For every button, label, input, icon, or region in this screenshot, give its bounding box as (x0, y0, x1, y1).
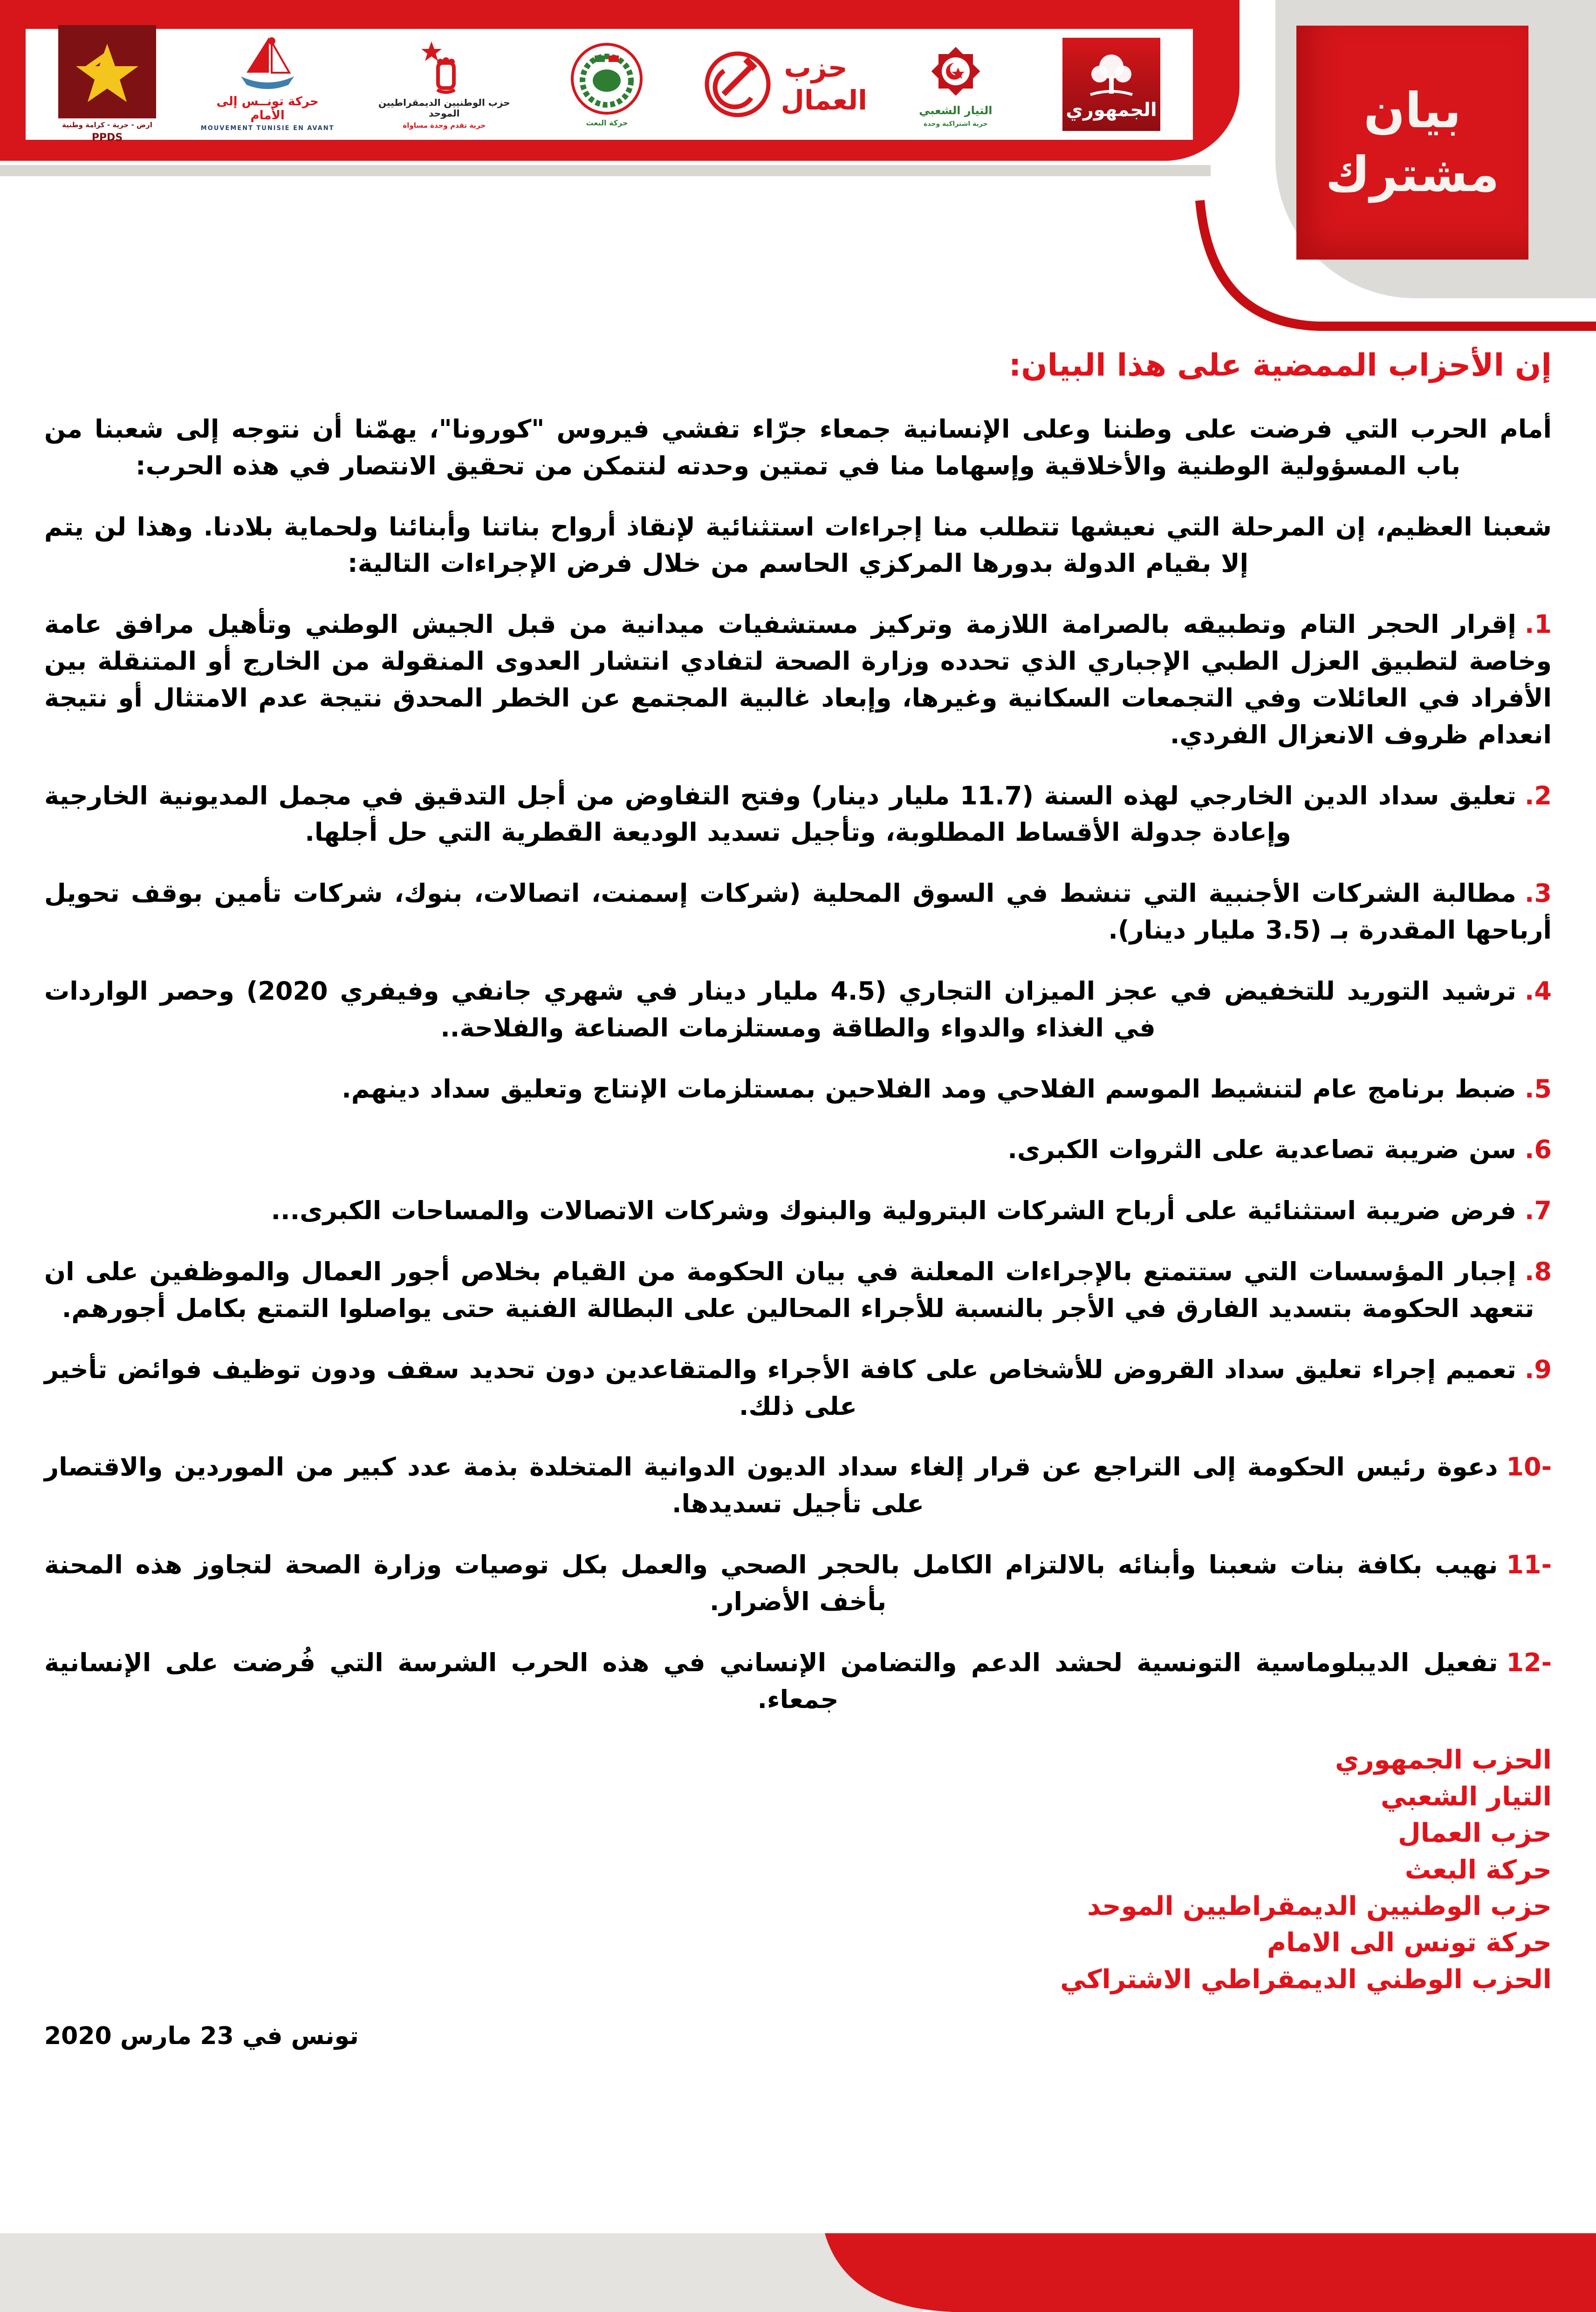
numbered-item (44, 1645, 1552, 1718)
item-number: -11 (1506, 1550, 1552, 1580)
joumhouri-tree-icon (1062, 38, 1160, 131)
signatory-party: حركة تونس الى الامام (1267, 1928, 1552, 1958)
header-band-shadow (0, 165, 1211, 176)
item-text: تفعيل الديبلوماسية التونسية لحشد الدعم والتضامن الإنساني في هذه الحرب الشرسة التي فُرضت على الإنسانية جمعاء. (44, 1647, 1498, 1714)
numbered-item (44, 1071, 1552, 1108)
item-text: مطالبة الشركات الأجنبية التي تنشط في السوق المحلية (شركات إسمنت، اتصالات، بنوك، شركات تأمين بوقف تحويل أرباحها المقدرة بـ (3.5 مليار دينار). (44, 878, 1552, 945)
statement-body (44, 347, 1552, 2050)
logo-unified-democratic-patriots (374, 39, 514, 130)
intro-paragraph: شعبنا العظيم، إن المرحلة التي نعيشها تتطلب منا إجراءات استثنائية لإنقاذ أرواح بناتنا وأبنائنا ولحماية بلادنا. وهذا لن يتم إلا بقيام الدولة بدورها المركزي الحاسم من خلال فرض الإجراءات التالية: (44, 512, 1552, 578)
numbered-item (44, 1193, 1552, 1229)
tunisia-forward-sub: MOUVEMENT TUNISIE EN AVANT (200, 125, 335, 132)
item-text: ترشيد التوريد للتخفيض في عجز الميزان التجاري (4.5 مليار دينار في شهري جانفي وفيفري 2020) وحصر الواردات في الغذاء والدواء والطاقة ومستلزمات الصناعة والفلاحة.. (44, 976, 1516, 1043)
item-number: 7. (1524, 1196, 1552, 1226)
item-text: دعوة رئيس الحكومة إلى التراجع عن قرار إلغاء سداد الديون الدوانية المتخلدة بذمة عدد كبير من الموردين والاقتصار على تأجيل تسديدها. (44, 1452, 1498, 1519)
raised-fist-icon (418, 39, 470, 95)
popular-current-star-icon (925, 41, 986, 102)
signatory-party: حركة البعث (1404, 1854, 1552, 1885)
item-text: إقرار الحجر التام وتطبيقه بالصرامة اللازمة وتركيز مستشفيات ميدانية من قبل الجيش الوطني وتأهيل مرافق عامة وخاصة لتطبيق العزل الطبي الإجباري الذي تحدده وزارة الصحة لتفادي انتشار العدوى المنقولة من الخارج أو المتنقلة بين الأفراد في العائلات وفي التجمعات السكانية وغيرها، وإبعاد غالبية المجتمع عن الخطر المحدق نتيجة عدم الامتثال أو نتيجة انعدام ظروف الانعزال الفردي. (44, 610, 1552, 749)
popular-current-label: التيار الشعبي (919, 104, 993, 117)
numbered-item (44, 1132, 1552, 1168)
numbered-item (44, 1449, 1552, 1523)
item-text: تعميم إجراء تعليق سداد القروض للأشخاص على كافة الأجراء والمتقاعدين دون تحديد سقف ودون توظيف فوائض تأخير على ذلك. (44, 1354, 1516, 1421)
tunisia-forward-label: حركة تونــس إلى الأمام (216, 94, 319, 123)
item-number: 6. (1524, 1135, 1552, 1165)
item-text: نهيب بكافة بنات شعبنا وأبنائه بالالتزام الكامل بالحجر الصحي والعمل بكل توصيات وزارة الصحة لتجاوز هذه المحنة بأخف الأضرار. (44, 1550, 1498, 1616)
intro-paragraph: أمام الحرب التي فرضت على وطننا وعلى الإنسانية جمعاء جرّاء تفشي فيروس "كورونا"، يهمّنا أن نتوجه إلى شعبنا من باب المسؤولية الوطنية والأخلاقية وإسهاما منا في تمتين وحدته لنتمكن من تحقيق الانتصار في هذه الحرب: (44, 414, 1552, 480)
signatory-party: حزب العمال (1398, 1818, 1552, 1849)
ppds-acronym: PPDS (91, 131, 123, 144)
footer-gray-block (0, 2233, 923, 2312)
statement-banner (1296, 26, 1528, 260)
popular-current-sub: حرية اشتراكية وحدة (923, 120, 988, 128)
signatory-party: حزب الوطنيين الديمقراطيين الموحد (1087, 1891, 1552, 1921)
logo-al-joumhouri (1058, 38, 1165, 131)
svg-text:الجمهوري: الجمهوري (1066, 99, 1157, 121)
item-number: 9. (1524, 1354, 1552, 1384)
signatory-party: الحزب الجمهوري (1335, 1745, 1552, 1776)
numbered-item (44, 778, 1552, 851)
logo-popular-current (890, 41, 1021, 128)
sailboat-icon (233, 36, 302, 92)
numbered-item (44, 1352, 1552, 1425)
signatory-party: الحزب الوطني الديمقراطي الاشتراكي (1060, 1964, 1552, 1995)
signatories-list (44, 1742, 1552, 1998)
hammer-sickle-icon (703, 49, 773, 119)
workers-party-label: حزب العمال (781, 52, 868, 116)
banner-word-2: مشترك (1325, 146, 1500, 203)
item-text: تعليق سداد الدين الخارجي لهذه السنة (11.7 مليار دينار) وفتح التفاوض من أجل التدقيق في مجمل المديونية الخارجية وإعادة جدولة الأقساط المطلوبة، وتأجيل تسديد الوديعة القطرية التي حل أجلها. (44, 781, 1516, 847)
item-number: 3. (1524, 878, 1552, 908)
party-logos-strip (26, 29, 1193, 144)
baath-wreath-icon (569, 41, 644, 116)
numbered-item (44, 973, 1552, 1047)
items-list (44, 606, 1552, 1718)
item-number: -12 (1506, 1647, 1552, 1677)
signatory-party: التيار الشعبي (1380, 1781, 1552, 1812)
item-text: ضبط برنامج عام لتنشيط الموسم الفلاحي ومد الفلاحين بمستلزمات الإنتاج وتعليق سداد دينهم. (342, 1074, 1516, 1104)
ppds-emblem-icon (58, 25, 156, 118)
statement-heading: إن الأحزاب الممضية على هذا البيان: (1008, 347, 1552, 383)
item-number: -10 (1506, 1452, 1552, 1482)
item-number: 8. (1524, 1257, 1552, 1287)
logo-baath-movement (551, 41, 663, 127)
unified-patriots-sub: حرية تقدم وحدة مساواة (403, 121, 486, 130)
ppds-slogan: ارض - حرية - كرامة وطنية (62, 120, 152, 129)
item-text: سن ضريبة تصاعدية على الثروات الكبرى. (1007, 1135, 1516, 1165)
statement-date: تونس في 23 مارس 2020 (44, 2022, 359, 2051)
baath-label: حركة البعث (586, 118, 628, 127)
numbered-item (44, 1254, 1552, 1327)
banner-word-1: بيان (1363, 82, 1461, 139)
page-footer (0, 2230, 1596, 2312)
item-text: إجبار المؤسسات التي ستتمتع بالإجراءات المعلنة في بيان الحكومة من القيام بخلاص أجور العمال والموظفين على ان تتعهد الحكومة بتسديد الفارق في الأجر بالنسبة للأجراء المحالين على البطالة الفنية حتى يواصلوا التمتع بكامل أجورهم. (44, 1257, 1534, 1323)
item-number: 1. (1524, 610, 1552, 639)
item-text: فرض ضريبة استثنائية على أرباح الشركات البترولية والبنوك وشركات الاتصالات والمساحات الكبرى... (271, 1196, 1516, 1226)
numbered-item (44, 1547, 1552, 1620)
item-number: 4. (1524, 976, 1552, 1006)
logo-tunisia-forward (198, 36, 337, 133)
logo-ppds (54, 25, 161, 144)
item-number: 5. (1524, 1074, 1552, 1104)
footer-red-block (825, 2233, 1596, 2312)
logo-workers-party (700, 49, 868, 119)
numbered-item (44, 606, 1552, 753)
unified-patriots-label: حزب الوطنيين الديمقراطيين الموحد (378, 97, 510, 119)
numbered-item (44, 875, 1552, 949)
item-number: 2. (1524, 781, 1552, 810)
